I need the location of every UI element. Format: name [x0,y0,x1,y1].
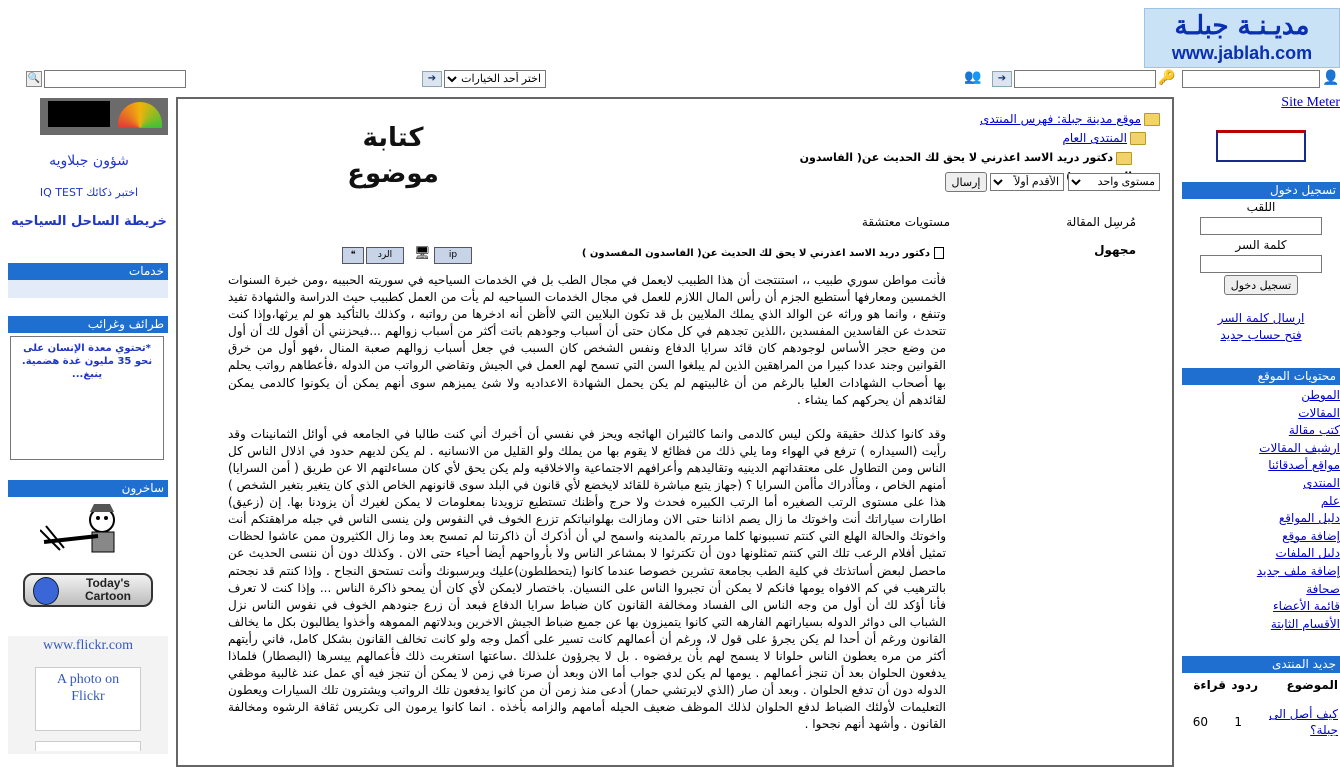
col-replies: ردود [1231,678,1258,692]
send-button[interactable]: إرسال [945,172,987,192]
trivia-text: *تحتوي معدة الإنسان على نحو 35 مليون غدة هضمية. ينبغ... [21,343,153,380]
user-icon[interactable]: 👤 [1322,70,1340,86]
cartoon-face-icon [33,577,59,605]
password-input[interactable] [1200,255,1322,273]
key-icon[interactable]: 🔑 [1158,70,1176,86]
computer-icon[interactable]: 🖥 [414,246,431,261]
post-paragraph-1: فأنت مواطن سوري طبيب ،، استنتجت أن هذا الطبيب لايعمل في مجال الطب بل في الخدمات السياحيه في سوريته الحبيبه ،ومن خبرة السنوات الخمسين ومعارفها أستطيع الجزم أن رأس المال اللازم للعمل في مجال الخدمات السياحيه لم يأت من العمل كطبيب حيث الدراسة والشهادة تفيد وتنفع ، وانما هو وراثه عن الوالد الذي يملك الملايين بل قد تكون البلايين التي لاأظن أنه ادخرها من رواتبه ، وكذلك بالتأكيد هو لم يرثها،وإذا كنت تتحدث عن الفاسدين المفسدين ،اللذين تجدهم في كل مكان حتى أن أسباب وجودهم باتت أكثر من أسباب زوالهم ...فيحزنني أن أقول لك أن أول من وضع حجر الأساس لوجودهم كان قائد سرايا الدفاع ونفس الشخص كان السبب في جعل أسباب زوالهم صعبة المنال ،فهو أول من خرق القوانين وجند عددا كبيرا من المراهقين الذين لم يبلغوا السن التي تسمح لهم العمل في الجيش وتقاضي الرواتب من الدوله ،فأعطاهم رواتب يحلم بها أصحاب الشهادات العليا بالرغم من أن غالبيتهم لم يكن يحمل الشهادة الاعداديه ولا شئ يميزهم سوى أنهم يمكن أن يكونوا كالدمى يمكن لقائدهم أن يحركهم كما يشاء . [228,273,946,407]
new-forum-header-row [1182,678,1340,698]
flickr-photo-frame-2[interactable] [35,741,141,751]
post-title-row [560,247,944,259]
nav-citizen[interactable]: الموطن [1301,388,1340,402]
search-icon[interactable]: 🔍 [26,71,42,87]
reply-icon-label: الرد [377,250,393,260]
breadcrumb-forum-index[interactable]: موقع مدينة جبلة: فهرس المنتدى [979,112,1141,126]
members-icon[interactable]: 👥 [964,69,982,85]
cartoon-line2: Cartoon [85,589,131,603]
row-topic[interactable]: كيف أصل الى جبلة؟ [1269,707,1338,737]
document-icon [934,247,944,259]
nav-friends-sites[interactable]: مواقع أصدقائنا [1268,458,1340,473]
nav-write-article[interactable]: كتب مقالة [1288,423,1340,438]
login-box [1182,199,1340,343]
quote-icon[interactable]: ❝ [342,247,364,264]
folder-icon [1130,132,1146,145]
table-row [1182,706,1340,746]
top-login-input[interactable] [1182,70,1320,88]
new-account-link[interactable]: فتح حساب جديد [1220,328,1302,342]
contents-header: محتويات الموقع [1182,368,1340,385]
nav-forum[interactable]: المنتدى [1303,475,1340,490]
link-coast-map[interactable]: خريطة الساحل السياحيه [11,214,167,229]
flickr-badge[interactable] [8,636,168,754]
login-header: تسجيل دخول [1182,182,1340,199]
cartoon-line1: Today's [86,576,130,590]
col-topic: الموضوع [1286,678,1338,692]
left-links [10,150,168,229]
contents-list [1182,387,1340,633]
site-logo[interactable] [1144,8,1340,68]
site-meter-text: Site Meter [1281,95,1340,110]
write-topic-button[interactable]: كتابة موضوع [347,123,439,189]
breadcrumb-general-forum[interactable]: المنتدى العام [1062,131,1127,145]
send-password-link[interactable]: ارسال كلمة السر [1217,311,1305,325]
ip-icon-label: ip [448,250,458,260]
todays-cartoon-button[interactable] [23,573,153,607]
flickr-photo-alt: A photo on Flickr [56,672,120,704]
login-button[interactable]: تسجيل دخول [1224,275,1299,295]
link-jablawi-affairs[interactable]: شؤون جبلاويه [49,153,129,169]
services-header: خدمات [8,263,168,280]
new-forum-header: جديد المنتدى [1182,656,1340,673]
nav-members-list[interactable]: قائمة الأعضاء [1273,599,1340,614]
post-title: دكتور دريد الاسد اعذرني لا يحق لك الحديث عن( الفاسدون المفسدون ) [581,248,930,259]
breadcrumb-row-2 [740,129,1160,148]
nav-files-directory[interactable]: دليل الملفات [1275,546,1340,561]
breadcrumb-topic: دكتور دريد الاسد اعذرني لا يحق لك الحديث عن( الفاسدون [799,151,1113,164]
site-meter-link[interactable] [1258,95,1340,111]
logo-url: www.jablah.com [1171,43,1313,63]
cartoon-soldier-icon [40,500,126,558]
ip-icon[interactable] [434,247,472,264]
column-sender: مُرسِل المقالة [1066,215,1136,229]
go-arrow-icon[interactable]: ➔ [992,71,1012,87]
nav-press[interactable]: صحافة [1306,581,1340,596]
logo-arabic: مديـنـة جبلـة [1174,11,1310,41]
options-dropdown[interactable] [444,70,546,88]
link-iq-test[interactable]: IQ TEST [39,186,83,199]
nick-input[interactable] [1200,217,1322,235]
satire-header: ساخرون [8,480,168,497]
breadcrumb-row-1 [740,110,1160,129]
trivia-box [10,336,164,460]
column-levels: مستويات معتشقة [861,215,950,229]
post-body [228,272,946,754]
password-label: كلمة السر [1235,238,1287,252]
nick-label: اللقب [1246,200,1276,214]
weather-black-box [48,101,110,127]
dropdown-go-icon[interactable]: ➔ [422,71,442,87]
nav-sites-directory[interactable]: دليل المواقع [1278,511,1340,526]
flickr-photo-frame[interactable] [35,667,141,731]
post-author[interactable]: مجهول [1094,243,1136,257]
trivia-header: طرائف وغرائب [8,316,168,333]
nav-articles[interactable]: المقالات [1298,405,1340,420]
flickr-link[interactable]: www.flickr.com [42,638,134,653]
order-select[interactable] [990,173,1064,191]
link-test-iq-ar[interactable]: اختبر ذكائك [86,186,139,199]
folder-icon [1144,113,1160,126]
top-password-input[interactable] [1014,70,1156,88]
search-input[interactable] [44,70,186,88]
view-mode-select[interactable] [1068,173,1160,191]
counter-box [1216,130,1306,162]
nav-add-site[interactable]: إضافة موقع [1282,528,1340,543]
row-replies: 1 [1234,715,1242,729]
row-reads: 60 [1192,715,1208,729]
nav-add-file[interactable]: إضافة ملف جديد [1256,563,1340,578]
nav-flag[interactable]: علم [1320,493,1340,508]
folder-icon [1116,152,1132,165]
nav-articles-archive[interactable]: ارشيف المقالات [1259,440,1340,455]
post-action-icons [342,246,472,264]
satire-cartoon-image[interactable] [40,500,126,558]
services-body [8,280,168,298]
new-forum-table [1182,678,1340,746]
weather-widget[interactable] [40,98,168,135]
post-paragraph-2: وقد كانوا كذلك حقيقة ولكن ليس كالدمى وانما كالثيران الهائجه ويحز في نفسي أن أخبرك أني كنت طالبا في الجامعه في أوائل الثمانينات وقد رأيت (السيداره ) ترفع في الهواء وما يلي ذلك من فظائع لا يقوم بها من يملك ولو القليل من الانسانيه . لم يكن لديهم حدود في اذلال الناس كل الناس ومن التطاول على معتقداتهم الدينيه وتقاليدهم وأعرافهم الاجتماعية والاخلاقيه ولم يكن يحق لأي كان مساءلتهم الا عن طريق ( أمن السرايا) أمنهم الخاص ، ومأأدراك مأأمن السرايا ؟ (جهاز يتبع مباشرة للقائد لايخضع لأي قانون في البلد سوى قانونهم الخاص الذي كان يتغير بتغير الشخص ) هذا على مستوى الرتب الصغيره أما الرتب الكبيره فحدث ولا حرج وأظنك تستطيع تزويدنا بمعلومات لا يمكن لغيرك أن يزودنا بها. إن (زعيق) اطارات سياراتك أنت واخوتك ما زال يصم اذاننا حتى الان ومازالت بهلوانياتكم تزرع الخوف في النفوس ولن ينسى الناس في جبله مراهقتكم أنت واخوتك والحالة الهلع التي كنتم تسببونها كلما مررتم بالمدينه واسمح لي أن أذكرك أن ذاكرتنا لم تمسح بعد وما زال الكثيرون ممن عاشوا لحظات تمثيل أفلام الرعب تلك التي كنتم تمثلونها دون أن تكترثوا لا بمشاعر الناس ولا بأرواحهم أيضا أحياء حتى الان . وكذلك دون أن ننسى الحديث عن ماحصل لبعض أساتذتك في كلية الطب بجامعة تشرين خصوصا عندما كانوا (يتحطلطون)عليك ويرسبونك وأنت تستحق النجاح . وإذا كنتم قد نجحتم بالترهيب في كم الافواه يومها فانكم لا يمكن أن تجبروا الناس على النسيان. باختصار لايمكن لأي كان أن يمحو ذاكرة الناس ... وإذا كنت لا تعرف فأنا أؤكد لك أن أول من وجه الناس الى الفساد ومخالفة القانون كان ضباط سرايا الدفاع فبعد أن زرع جنودهم الخوف في نفوس الناس نزل الشباب الى دوائر الدوله بسياراتهم الفارهه التي كانوا يتميزون بها عن جميع ضباط الجيش الاخرين وبدلاتهم المموهه وأخذوا يطالبون بكل ما يخالف القانون ورغم أن أحدا لم يكن يجرؤ على قول لا، ورغم أن أعمالهم كانت تسير على أكمل وجه ولو كانت تخالف القانون بشكل كامل، فاني رأيتهم أكثر من مره يعطون الناس حلوانا لا يسمح لهم بأن يرفضوه . بل لا يجرؤون علىذلك .ساعتها استغربت ذلك فأعمالهم ييسرها (البصطار) فلماذا يدفعون الحلوان بعد أن تنجز أعمالهم . يومها لم يكن لدي جواب أما الان وبعد أن صرنا في زمن لا يمكن أن تنجز فيه أي عمل عند غالبية موظفي الدوله دون أن تدفع الحلوان . وبعد أن صار (الذي لايرتشي حمار) أدعى منذ زمن أن من كانوا يدفعون تلك الرواتب ويشترون تلك السيارات ويعطون التعليمات لأولئك الضباط لدفع الحلوان لذلك الموظف ضعيف الحيله أمامهم والزامه بأخذه . انما كانوا يرمون الى تكريس ثقافة الرشوه ومخالفة القانون . وأشهد أنهم نجحوا . [228,426,946,732]
reply-icon[interactable] [366,247,404,264]
nav-fixed-sections[interactable]: الأقسام الثابتة [1270,616,1340,631]
iq-test-row [10,186,168,200]
col-reads: قراءة [1193,678,1226,692]
rainbow-icon [118,102,162,128]
